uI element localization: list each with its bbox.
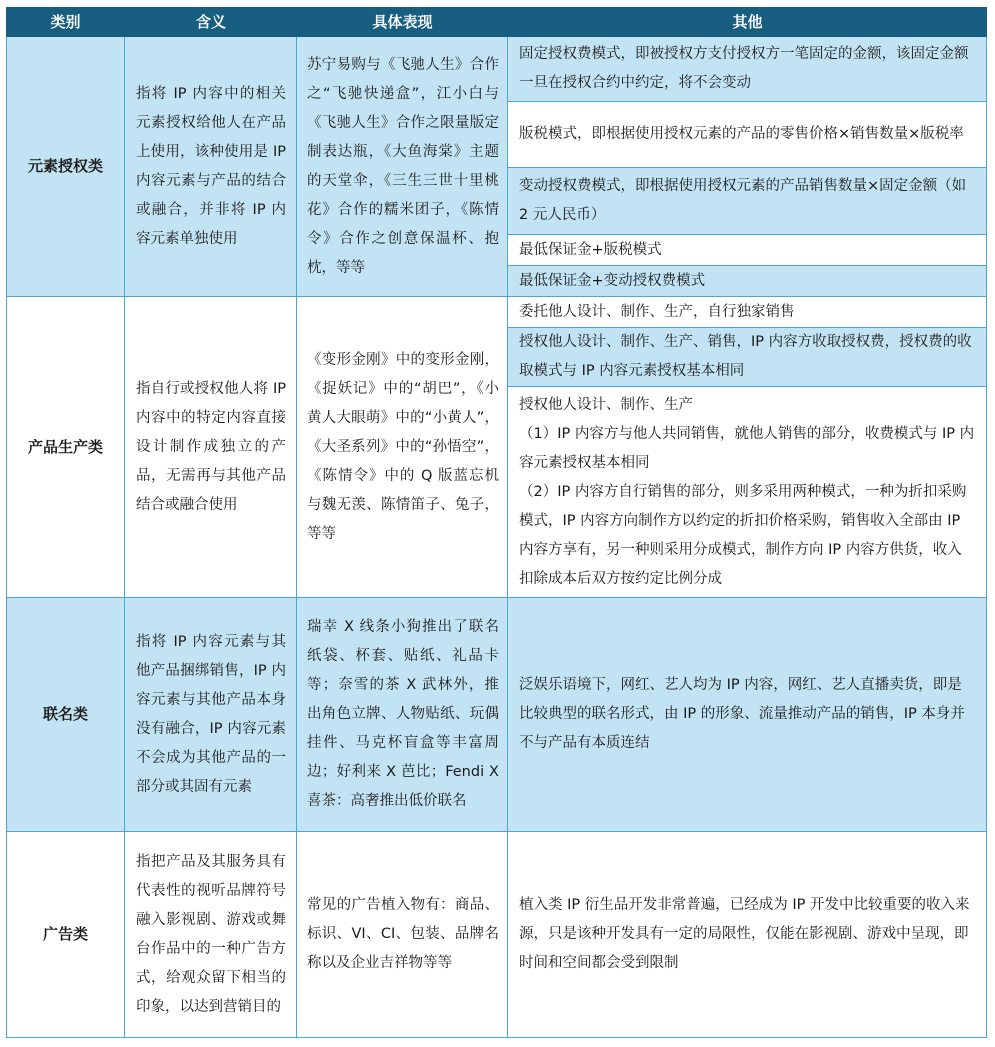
- other-item-1: （1）IP 内容方与他人共同销售，就他人销售的部分，收费模式与 IP 内容元素授权基本相同: [519, 425, 975, 471]
- header-examples: 具体表现: [372, 13, 433, 31]
- other-text: 授权他人设计、制作、生产、销售，IP 内容方收取授权费，授权费的收取模式与 IP 内容元素授权基本相同: [519, 334, 972, 379]
- other-subcell: [508, 297, 987, 328]
- meaning-text: 指将 IP 内容中的相关元素授权给他人在产品上使用，该种使用是 IP 内容元素与产品的结合或融合，并非将 IP 内容元素单独使用: [136, 85, 286, 247]
- category-cell: 联名类: [6, 598, 125, 832]
- examples-cell: [297, 598, 508, 832]
- meaning-text: 指把产品及其服务具有代表性的视听品牌符号融入影视剧、游戏或舞台作品中的一种广告方式，给观众留下相当的印象，以达到营销目的: [136, 853, 286, 1015]
- meaning-cell: [125, 832, 297, 1038]
- examples-cell: [297, 832, 508, 1038]
- other-subcell: [508, 102, 987, 168]
- other-text: 固定授权费模式，即被授权方支付授权方一笔固定的金额，该固定金额一旦在授权合约中约定，将不会变动: [519, 46, 969, 91]
- other-text: 泛娱乐语境下，网红、艺人均为 IP 内容，网红、艺人直播卖货，即是比较典型的联名形式，由 IP 的形象、流量推动产品的销售，IP 本身并不与产品有本质连结: [519, 677, 965, 751]
- category-cell: 产品生产类: [6, 297, 125, 598]
- other-text: 版税模式，即根据使用授权元素的产品的零售价格×销售数量×版税率: [519, 126, 964, 142]
- other-subcell: [508, 266, 987, 297]
- meaning-text: 指将 IP 内容元素与其他产品捆绑销售，IP 内容元素与其他产品本身没有融合，IP 内容元素不会成为其他产品的一部分或其固有元素: [136, 633, 286, 795]
- category-cell: 元素授权类: [6, 37, 125, 297]
- meaning-cell: [125, 297, 297, 598]
- examples-text: 《变形金刚》中的变形金刚，《捉妖记》中的“胡巴”，《小黄人大眼萌》中的“小黄人”，《大圣系列》中的“孙悟空”，《陈情令》中的 Q 版蓝忘机与魏无羡、陈情笛子、兔子，等等: [307, 351, 499, 542]
- meaning-cell: [125, 37, 297, 297]
- other-subcell: [508, 37, 987, 102]
- examples-text: 常见的广告植入物有：商品、标识、VI、CI、包装、品牌名称以及企业吉祥物等等: [307, 897, 499, 971]
- examples-cell: [297, 297, 508, 598]
- examples-text: 苏宁易购与《飞驰人生》合作之“飞驰快递盒”，江小白与《飞驰人生》合作之限量版定制表达瓶，《大鱼海棠》主题的天堂伞，《三生三世十里桃花》合作的糯米团子，《陈情令》合作之创意保温杯、抱枕，等等: [307, 56, 499, 276]
- category-cell: 广告类: [6, 832, 125, 1038]
- other-intro: 授权他人设计、制作、生产: [519, 396, 693, 413]
- header-category: 类别: [50, 13, 81, 31]
- other-subcell: [508, 235, 987, 266]
- other-text: 植入类 IP 衍生品开发非常普遍，已经成为 IP 开发中比较重要的收入来源，只是该种开发具有一定的局限性，仅能在影视剧、游戏中呈现，即时间和空间都会受到限制: [519, 897, 970, 971]
- header-meaning: 含义: [195, 13, 226, 31]
- meaning-text: 指自行或授权他人将 IP 内容中的特定内容直接设计制作成独立的产品，无需再与其他产品结合或融合使用: [136, 380, 286, 513]
- other-subcell: [508, 328, 987, 387]
- other-subcell: [508, 168, 987, 235]
- header-other: 其他: [732, 13, 763, 31]
- meaning-cell: [125, 598, 297, 832]
- table-header: [6, 7, 987, 37]
- other-item-2: （2）IP 内容方自行销售的部分，则多采用两种模式，一种为折扣采购模式，IP 内容方向制作方以约定的折扣价格采购，销售收入全部由 IP 内容方享有，另一种则采用分成模式，制作方向 IP 内容方供货，收入扣除成本后双方按约定比例分成: [519, 483, 967, 587]
- examples-text: 瑞幸 X 线条小狗推出了联名纸袋、杯套、贴纸、礼品卡等；奈雪的茶 X 武林外，推出角色立牌、人物贴纸、玩偶挂件、马克杯盲盒等丰富周边；好利来 X 芭比；Fendi X 喜茶：高奢推出低价联名: [307, 619, 499, 809]
- other-text: 最低保证金+版税模式: [519, 241, 662, 258]
- other-cell: [508, 832, 987, 1038]
- other-text: 变动授权费模式，即根据使用授权元素的产品销售数量×固定金额（如 2 元人民币）: [519, 178, 967, 223]
- examples-cell: [297, 37, 508, 297]
- other-subcell: [508, 387, 987, 598]
- other-text: 最低保证金+变动授权费模式: [519, 272, 706, 289]
- other-text: 委托他人设计、制作、生产，自行独家销售: [519, 303, 795, 320]
- other-cell: [508, 598, 987, 832]
